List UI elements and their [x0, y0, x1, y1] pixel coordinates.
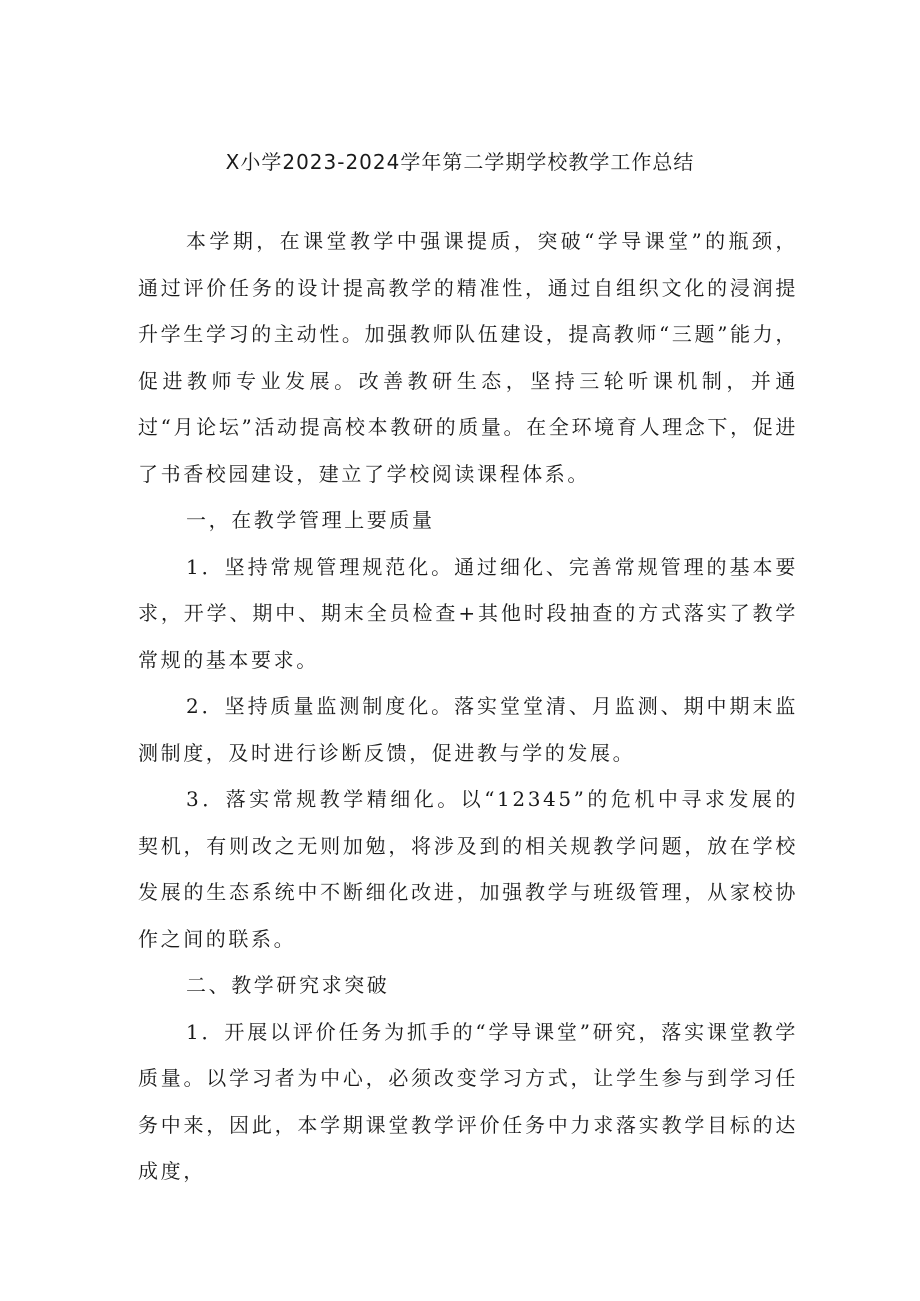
list-item: 1．坚持常规管理规范化。通过细化、完善常规管理的基本要求，开学、期中、期末全员检查+其他时段抽查的方式落实了教学常规的基本要求。: [138, 554, 798, 672]
document-body: [138, 218, 798, 1195]
intro-paragraph: 本学期，在课堂教学中强课提质，突破“学导课堂”的瓶颈，通过评价任务的设计提高教学的精准性，通过自组织文化的浸润提升学生学习的主动性。加强教师队伍建设，提高教师“三题”能力，促进教师专业发展。改善教研生态，坚持三轮听课机制，并通过“月论坛”活动提高校本教研的质量。在全环境育人理念下，促进了书香校园建设，建立了学校阅读课程体系。: [138, 229, 798, 486]
list-item: 3．落实常规教学精细化。以“12345”的危机中寻求发展的契机，有则改之无则加勉，将涉及到的相关规教学问题，放在学校发展的生态系统中不断细化改进，加强教学与班级管理，从家校协作之间的联系。: [138, 787, 798, 951]
document-title: X小学2023-2024学年第二学期学校教学工作总结: [225, 150, 695, 174]
list-item: 2．坚持质量监测制度化。落实堂堂清、月监测、期中期末监测制度，及时进行诊断反馈，促进教与学的发展。: [138, 694, 798, 765]
list-item: 1．开展以评价任务为抓手的“学导课堂”研究，落实课堂教学质量。以学习者为中心，必须改变学习方式，让学生参与到学习任务中来，因此，本学期课堂教学评价任务中力求落实教学目标的达成度，: [138, 1019, 798, 1183]
section-heading-teaching-research: 二、教学研究求突破: [186, 973, 390, 997]
section-heading-teaching-management: 一，在教学管理上要质量: [186, 508, 435, 532]
